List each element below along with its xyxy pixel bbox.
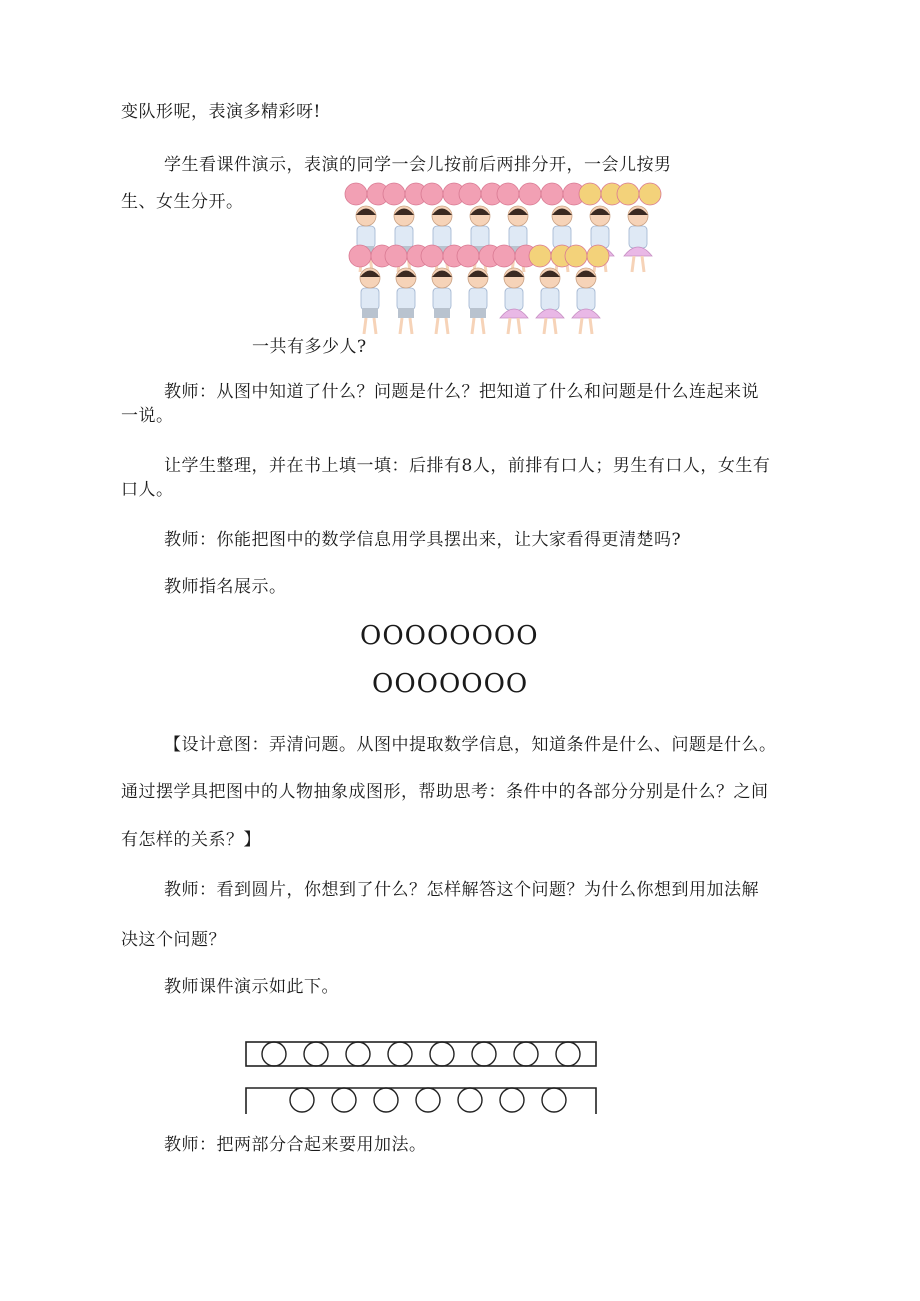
figure-caption: 一共有多少人? [252, 337, 367, 357]
pompom-icon [493, 245, 515, 267]
kid-body [397, 288, 415, 310]
pompom-icon [385, 245, 407, 267]
pompom-icon [497, 183, 519, 205]
kid-body [361, 288, 379, 310]
kid-leg [446, 318, 448, 334]
kid-leg [410, 318, 412, 334]
circle-icon [374, 1088, 398, 1112]
circle-icon [416, 1088, 440, 1112]
kid-shorts [434, 308, 450, 318]
kid-leg [554, 318, 556, 334]
kid-body [541, 288, 559, 310]
pompom-icon [579, 183, 601, 205]
pompom-icon [529, 245, 551, 267]
kid-leg [642, 256, 644, 272]
pompom-icon [383, 183, 405, 205]
pompom-icon [421, 245, 443, 267]
paragraph-2-line-1: 学生看课件演示，表演的同学一会儿按前后两排分开，一会儿按男 [164, 155, 672, 175]
kid-leg [374, 318, 376, 334]
kid-body [591, 226, 609, 248]
diagram-top-frame [246, 1042, 596, 1066]
kid-leg [508, 318, 510, 334]
paragraph-7-line-1: 教师：看到圆片，你想到了什么？怎样解答这个问题？为什么你想到用加法解 [164, 880, 759, 900]
paragraph-4-line-2: 口人。 [121, 480, 174, 500]
kid-body [505, 288, 523, 310]
kid-leg [472, 318, 474, 334]
kid-leg [364, 318, 366, 334]
pompom-icon [541, 183, 563, 205]
paragraph-8: 教师课件演示如此下。 [164, 977, 339, 997]
circle-icon [542, 1088, 566, 1112]
pompom-icon [519, 183, 541, 205]
kid-leg [544, 318, 546, 334]
paragraph-6: 教师指名展示。 [164, 577, 287, 597]
pompom-icon [457, 245, 479, 267]
kid-skirt [572, 309, 600, 318]
circle-icon [304, 1042, 328, 1066]
circle-icon [332, 1088, 356, 1112]
circle-icon [458, 1088, 482, 1112]
design-intent-line-2: 通过摆学具把图中的人物抽象成图形，帮助思考：条件中的各部分分别是什么？之间 [121, 782, 769, 802]
circle-diagram [244, 1040, 600, 1116]
kid-leg [590, 318, 592, 334]
kid-body [509, 226, 527, 248]
kid-body [577, 288, 595, 310]
paragraph-1: 变队形呢，表演多精彩呀! [121, 102, 321, 122]
paragraph-3-line-1: 教师：从图中知道了什么？问题是什么？把知道了什么和问题是什么连起来说 [164, 382, 759, 402]
paragraph-4-line-1: 让学生整理，并在书上填一填：后排有8人，前排有口人；男生有口人，女生有 [164, 456, 771, 476]
kid-skirt [536, 309, 564, 318]
pompom-icon [565, 245, 587, 267]
paragraph-9: 教师：把两部分合起来要用加法。 [164, 1135, 427, 1155]
kid-skirt [624, 247, 652, 256]
kid-body [433, 288, 451, 310]
circle-icon [290, 1088, 314, 1112]
kid-shorts [362, 308, 378, 318]
pompom-icon [617, 183, 639, 205]
paragraph-5: 教师：你能把图中的数学信息用学具摆出来，让大家看得更清楚吗? [164, 530, 682, 550]
pompom-icon [587, 245, 609, 267]
kid-body [433, 226, 451, 248]
kid-leg [436, 318, 438, 334]
pompom-icon [421, 183, 443, 205]
circle-icon [262, 1042, 286, 1066]
kid-body [629, 226, 647, 248]
circle-icon [500, 1088, 524, 1112]
circles-row-2: OOOOOOO [372, 669, 529, 699]
circle-icon [472, 1042, 496, 1066]
kid-leg [580, 318, 582, 334]
pompom-icon [345, 183, 367, 205]
kid-leg [632, 256, 634, 272]
circle-icon [556, 1042, 580, 1066]
kid-skirt [500, 309, 528, 318]
kid-body [471, 226, 489, 248]
kid-shorts [398, 308, 414, 318]
paragraph-3-line-2: 一说。 [121, 406, 174, 426]
design-intent-line-1: 【设计意图：弄清问题。从图中提取数学信息，知道条件是什么、问题是什么。 [164, 735, 777, 755]
kid-body [469, 288, 487, 310]
kid-body [395, 226, 413, 248]
pompom-icon [639, 183, 661, 205]
circle-icon [388, 1042, 412, 1066]
circles-row-1: OOOOOOOO [360, 621, 539, 651]
pompom-icon [349, 245, 371, 267]
circle-icon [430, 1042, 454, 1066]
kid-leg [518, 318, 520, 334]
design-intent-line-3: 有怎样的关系？】 [121, 830, 261, 850]
kid-leg [400, 318, 402, 334]
circle-icon [514, 1042, 538, 1066]
kid-shorts [470, 308, 486, 318]
cheerleader-kids-illustration [338, 176, 670, 366]
paragraph-2-line-2: 生、女生分开。 [121, 192, 244, 212]
kid-leg [482, 318, 484, 334]
circle-icon [346, 1042, 370, 1066]
paragraph-7-line-2: 决这个问题？ [121, 930, 226, 950]
pompom-icon [459, 183, 481, 205]
